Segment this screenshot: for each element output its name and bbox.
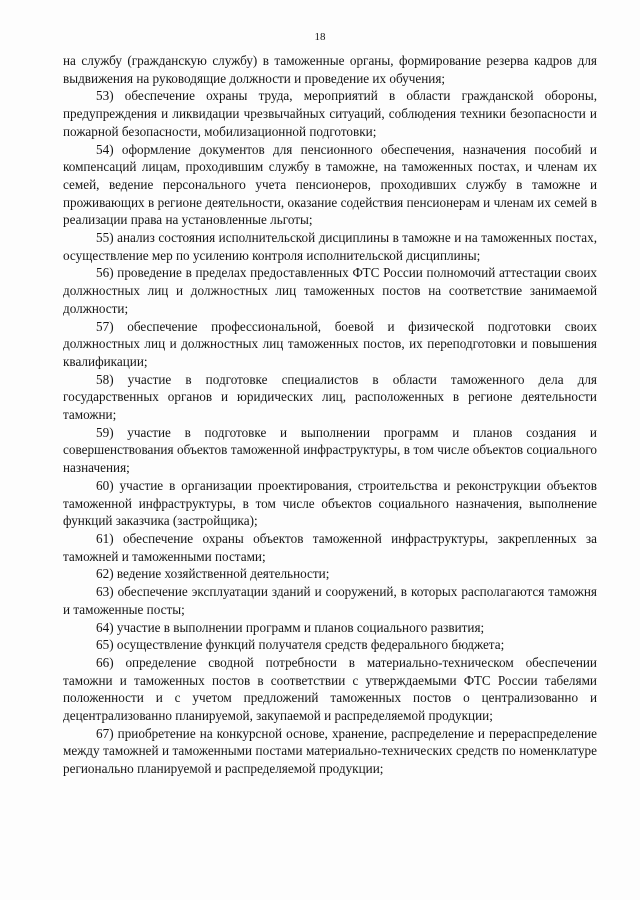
list-item-paragraph: 54) оформление документов для пенсионного обеспечения, назначения пособий и компенсаций лицам, проходившим службу в таможне, на таможенных постах, и членам их семей, ведение персонального учета пенсионеров, проходивших службу в таможне и проживающих в регионе деятельности, оказание содействия пенсионерам и членам их семей в реализации права на установленные льготы; (63, 141, 597, 228)
list-item-paragraph: 60) участие в организации проектирования, строительства и реконструкции объектов таможенной инфраструктуры, в том числе объектов социального назначения, выполнение функций заказчика (застройщика); (63, 477, 597, 529)
list-item-paragraph: 58) участие в подготовке специалистов в области таможенного дела для государственных органов и юридических лиц, расположенных в регионе деятельности таможни; (63, 371, 597, 423)
list-item-paragraph: 53) обеспечение охраны труда, мероприятий в области гражданской обороны, предупреждения и ликвидации чрезвычайных ситуаций, соблюдения техники безопасности и пожарной безопасности, мобилизационной подготовки; (63, 88, 597, 139)
list-item-paragraph: 57) обеспечение профессиональной, боевой и физической подготовки своих должностных лиц и должностных лиц таможенных постов, их переподготовки и повышения квалификации; (63, 318, 597, 369)
list-item-paragraph: 62) ведение хозяйственной деятельности; (96, 566, 330, 582)
list-item-paragraph: 61) обеспечение охраны объектов таможенной инфраструктуры, закрепленных за таможней и таможенными постами; (63, 530, 597, 564)
document-body (63, 52, 597, 778)
list-item-paragraph: 64) участие в выполнении программ и планов социального развития; (96, 619, 485, 635)
list-item-paragraph: 55) анализ состояния исполнительской дисциплины в таможне и на таможенных постах, осуществление мер по усилению контроля исполнительской дисциплины; (63, 230, 597, 263)
list-item-paragraph: 65) осуществление функций получателя средств федерального бюджета; (96, 637, 505, 653)
list-item-paragraph: 63) обеспечение эксплуатации зданий и сооружений, в которых располагаются таможня и таможенные посты; (63, 584, 597, 617)
list-item-paragraph: 56) проведение в пределах предоставленных ФТС России полномочий аттестации своих должностных лиц и должностных лиц таможенных постов на соответствие занимаемой должности; (63, 265, 597, 316)
list-item-paragraph: 59) участие в подготовке и выполнении программ и планов создания и совершенствования объектов таможенной инфраструктуры, в том числе объектов социального назначения; (63, 424, 597, 476)
list-item-paragraph: 66) определение сводной потребности в материально-техническом обеспечении таможни и таможенных постов в соответствии с утверждаемыми ФТС России табелями положенности и с учетом предложений таможенных постов о централизованно и децентрализованно планируемой, закупаемой и распределяемой продукции; (63, 654, 597, 724)
page-number: 18 (314, 31, 326, 43)
list-item-paragraph: 67) приобретение на конкурсной основе, хранение, распределение и перераспределение между таможней и таможенными постами материально-технических средств по номенклатуре регионально планируемой и распределяемой продукции; (63, 725, 597, 777)
paragraph-continuation: на службу (гражданскую службу) в таможенные органы, формирование резерва кадров для выдвижения на руководящие должности и проведение их обучения; (63, 53, 597, 86)
